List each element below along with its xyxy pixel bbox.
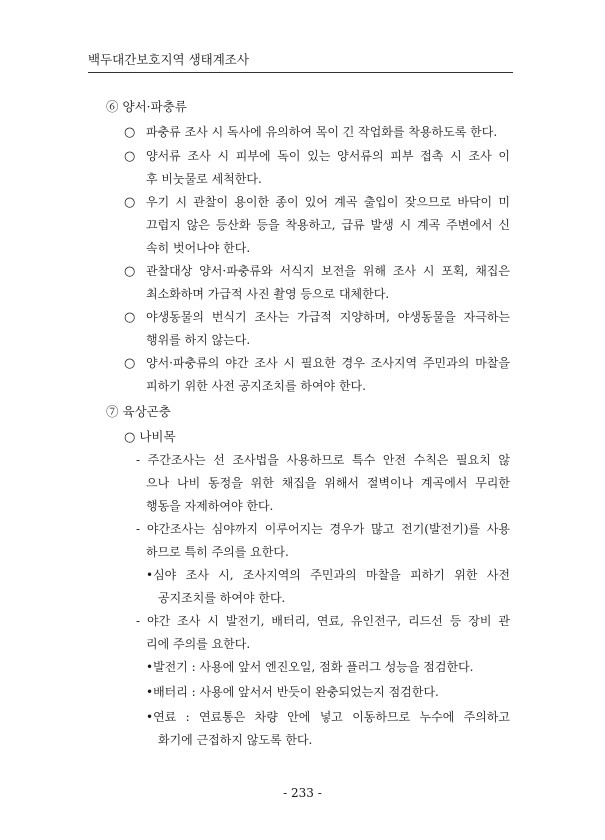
dot-item xyxy=(146,681,510,704)
list-item xyxy=(146,306,510,352)
item-line: - 주간조사는 선 조사법을 사용하므로 특수 안전 수칙은 필요치 않 xyxy=(136,453,510,467)
item-line: 파충류 조사 시 독사에 유의하여 목이 긴 작업화를 착용하도록 한다. xyxy=(146,125,498,139)
list-item xyxy=(146,191,510,260)
item-line: •배터리 : 사용에 앞서서 반듯이 완충되었는지 점검한다. xyxy=(146,685,439,699)
item-line: 관찰대상 양서·파충류와 서식지 보전을 위해 조사 시 포획, 채집은 xyxy=(146,264,510,278)
section-marker: ⑥ xyxy=(106,99,119,114)
item-line: 최소화하며 가급적 사진 촬영 등으로 대체한다. xyxy=(146,287,390,301)
subsection-title: 나비목 xyxy=(139,429,176,444)
section-title: 양서·파충류 xyxy=(122,99,187,114)
section-title: 육상곤충 xyxy=(122,404,171,419)
circle-bullet: ○ xyxy=(124,149,136,164)
section-marker: ⑦ xyxy=(106,404,119,419)
section-6-heading xyxy=(106,95,187,118)
running-header: 백두대간보호지역 생태계조사 xyxy=(88,50,513,73)
item-line: •연료 : 연료통은 차량 안에 넣고 이동하므로 누수에 주의하고 xyxy=(146,710,510,724)
circle-bullet: ○ xyxy=(124,430,136,445)
item-line: 피하기 위한 사전 공지조치를 하여야 한다. xyxy=(146,379,366,393)
item-line: 행위를 하지 않는다. xyxy=(146,333,251,347)
subsection-heading xyxy=(124,425,176,449)
item-line: 끄럽지 않은 등산화 등을 착용하고, 급류 발생 시 계곡 주변에서 신 xyxy=(146,218,510,232)
item-line: 야생동물의 번식기 조사는 가급적 지양하며, 야생동물을 자극하는 xyxy=(146,310,510,324)
item-line: 공지조치를 하여야 한다. xyxy=(158,591,286,605)
circle-bullet: ○ xyxy=(124,264,136,279)
item-line: •심야 조사 시, 조사지역의 주민과의 마찰을 피하기 위한 사전 xyxy=(146,568,510,582)
item-line: - 야간조사는 심야까지 이루어지는 경우가 많고 전기(발전기)를 사용 xyxy=(136,522,510,536)
item-line: 리에 주의를 요한다. xyxy=(146,637,251,651)
page-number: - 233 - xyxy=(283,786,322,800)
dash-item xyxy=(136,449,510,518)
item-line: 하므로 특히 주의를 요한다. xyxy=(146,545,289,559)
circle-bullet: ○ xyxy=(124,195,136,210)
dot-item xyxy=(146,706,510,752)
item-line: 행동을 자제하여야 한다. xyxy=(146,499,274,513)
list-item xyxy=(146,145,510,191)
item-line: •발전기 : 사용에 앞서 엔진오일, 점화 플러그 성능을 점검한다. xyxy=(146,660,474,674)
item-line: 양서·파충류의 야간 조사 시 필요한 경우 조사지역 주민과의 마찰을 xyxy=(146,356,510,370)
dot-item xyxy=(146,656,510,679)
circle-bullet: ○ xyxy=(124,356,136,371)
dot-item xyxy=(146,564,510,610)
item-line: 화기에 근접하지 않도록 한다. xyxy=(158,733,313,747)
item-line: 후 비눗물로 세척한다. xyxy=(146,172,262,186)
item-line: - 야간 조사 시 발전기, 배터리, 연료, 유인전구, 리드선 등 장비 관 xyxy=(136,614,510,628)
item-line: 으나 나비 동정을 위한 채집을 위해서 절벽이나 계곡에서 무리한 xyxy=(146,476,510,490)
list-item xyxy=(146,121,510,144)
section-7-heading xyxy=(106,400,171,423)
dash-item xyxy=(136,518,510,564)
item-line: 속히 벗어나야 한다. xyxy=(146,241,251,255)
circle-bullet: ○ xyxy=(124,310,136,325)
item-line: 양서류 조사 시 피부에 독이 있는 양서류의 피부 접촉 시 조사 이 xyxy=(146,149,510,163)
list-item xyxy=(146,260,510,306)
circle-bullet: ○ xyxy=(124,125,136,140)
dash-item xyxy=(136,610,510,656)
item-line: 우기 시 관찰이 용이한 종이 있어 계곡 출입이 잦으므로 바닥이 미 xyxy=(146,195,510,209)
list-item xyxy=(146,352,510,398)
